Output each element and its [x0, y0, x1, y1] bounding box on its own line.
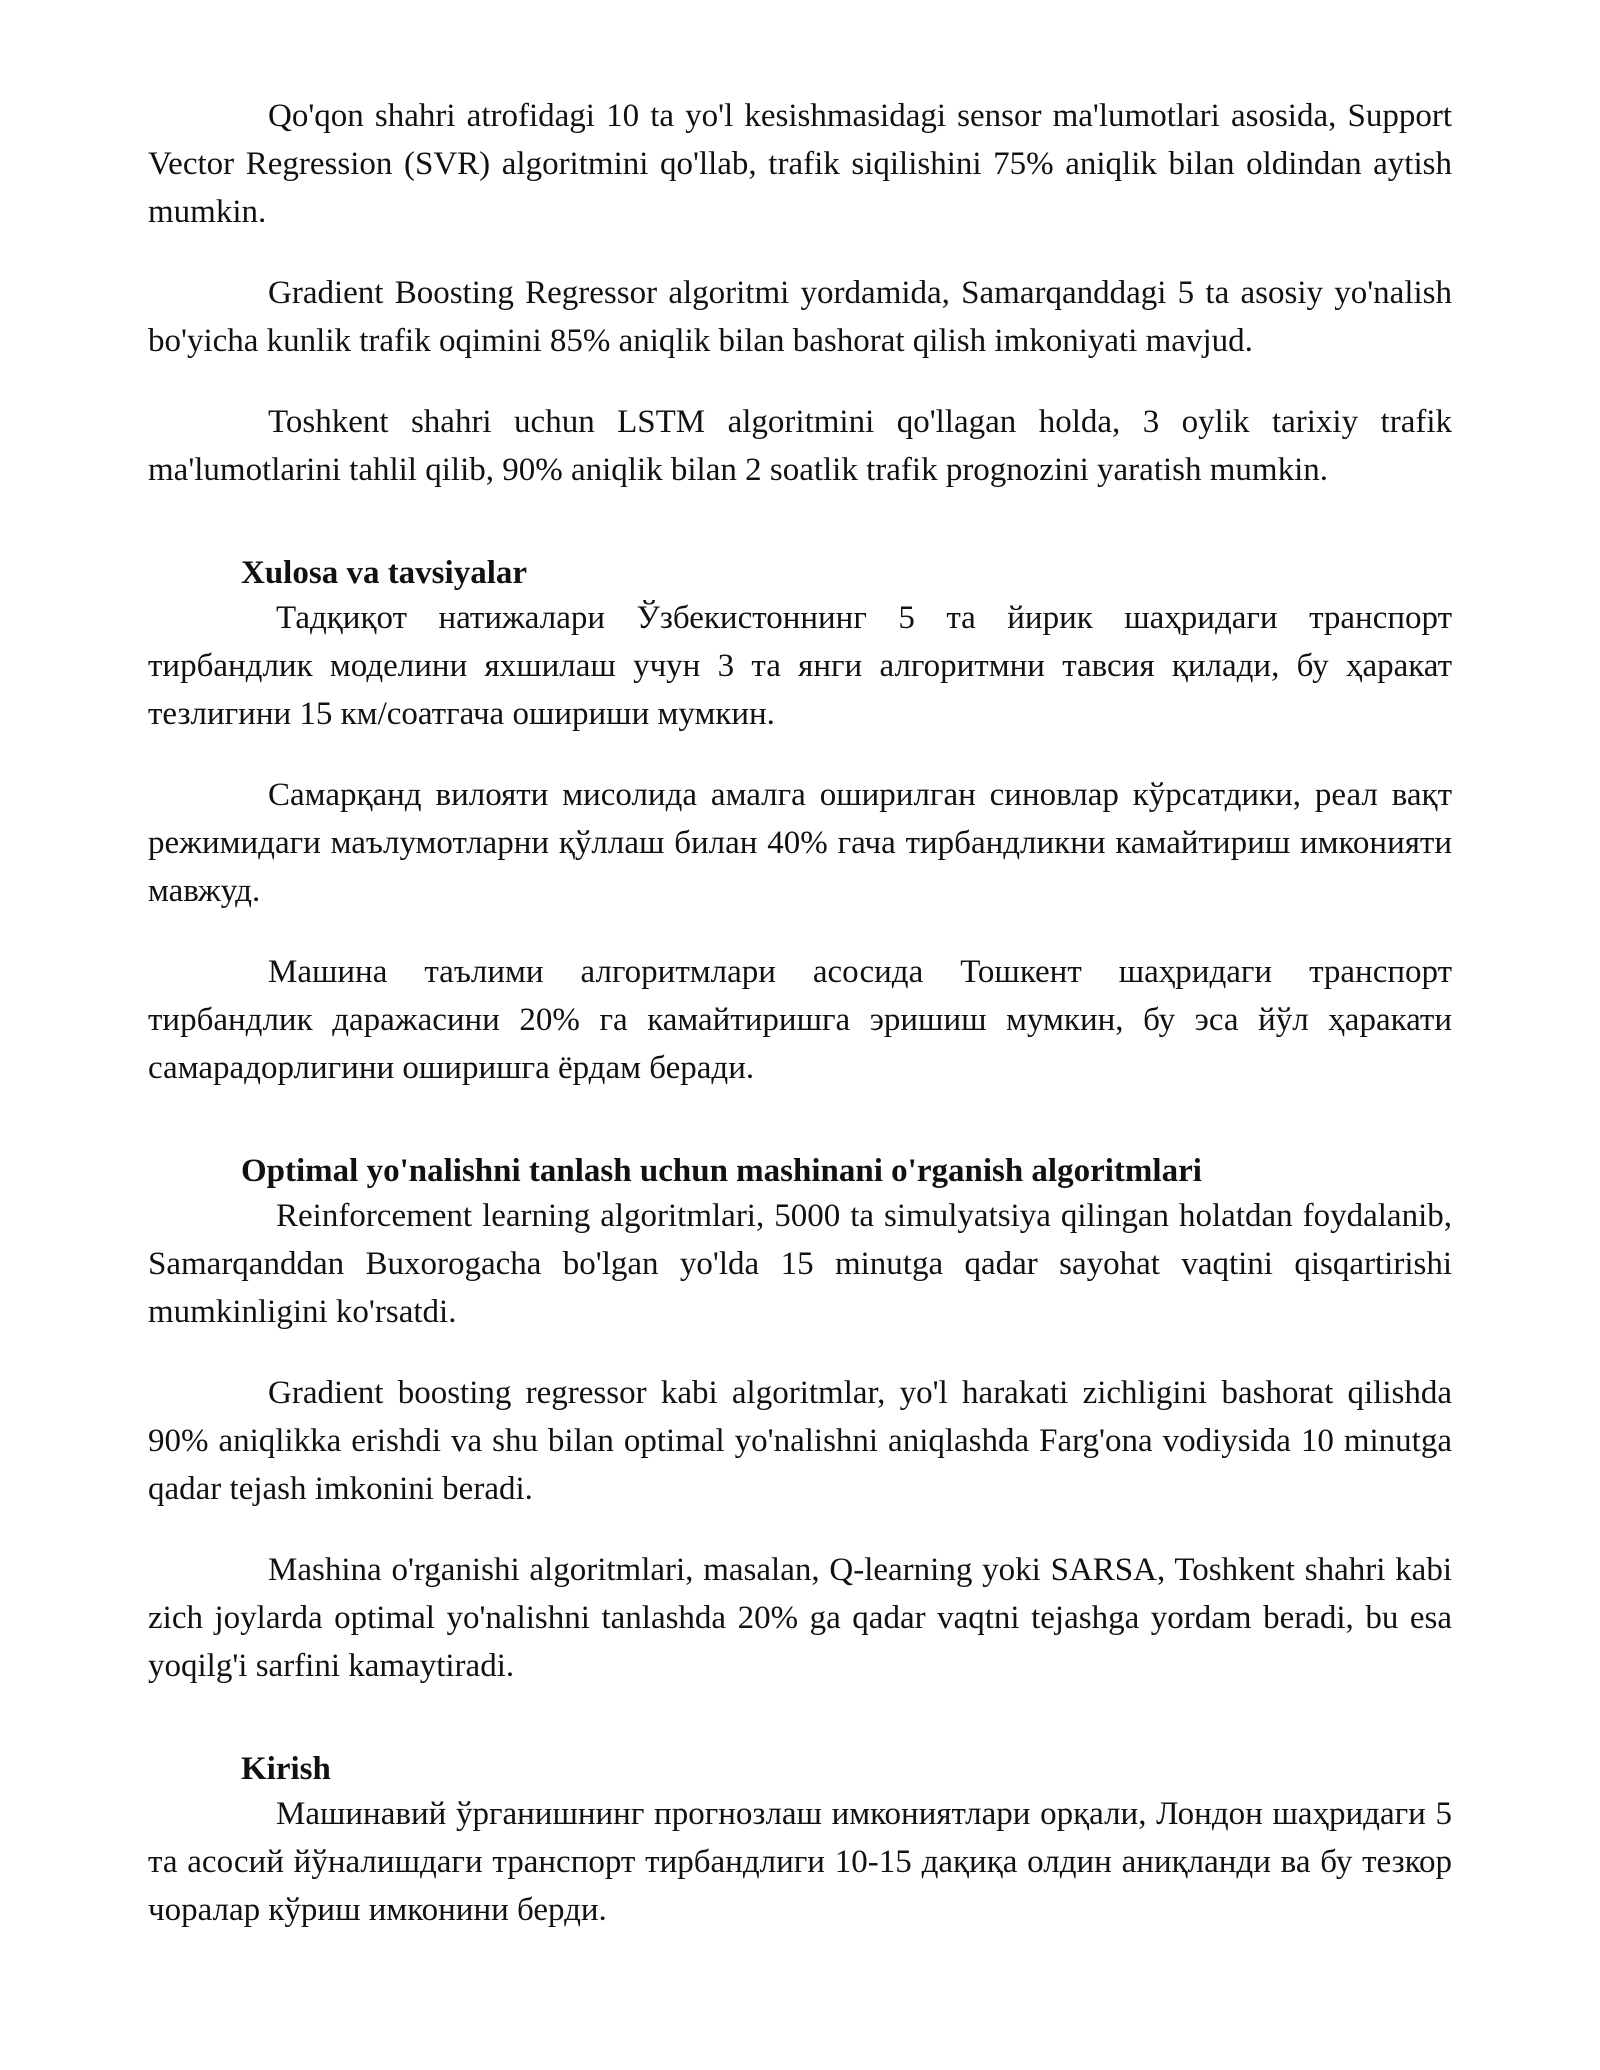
paragraph-conclusions-3: Машина таълими алгоритмлари асосида Тошкент шаҳридаги транспорт тирбандлик даражасини 20% га камайтиришга эришиш мумкин, бу эса йўл ҳаракати самарадорлигини оширишга ёрдам беради. — [148, 954, 1452, 1086]
section-heading-conclusions: Xulosa va tavsiyalar — [241, 555, 528, 591]
paragraph-samarqand-gradient-boosting: Gradient Boosting Regressor algoritmi yordamida, Samarqanddagi 5 ta asosiy yo'nalish bo'yicha kunlik trafik oqimini 85% aniqlik bilan bashorat qilish imkoniyati mavjud. — [148, 275, 1452, 359]
paragraph-conclusions-1: Тадқиқот натижалари Ўзбекистоннинг 5 та йирик шаҳридаги транспорт тирбандлик моделини яхшилаш учун 3 та янги алгоритмни тавсия қилади, бу ҳаракат тезлигини 15 км/соатгача ошириши мумкин. — [148, 600, 1452, 732]
paragraph-optimal-2: Gradient boosting regressor kabi algoritmlar, yo'l harakati zichligini bashorat qilishda 90% aniqlikka erishdi va shu bilan optimal yo'nalishni aniqlashda Farg'ona vodiysida 10 minutga qadar tejash imkonini beradi. — [148, 1375, 1452, 1507]
paragraph-conclusions-2: Самарқанд вилояти мисолида амалга оширилган синовлар кўрсатдики, реал вақт режимидаги маълумотларни қўллаш билан 40% гача тирбандликни камайтириш имконияти мавжуд. — [148, 777, 1452, 909]
section-heading-optimal-route: Optimal yo'nalishni tanlash uchun mashinani o'rganish algoritmlari — [241, 1153, 1202, 1189]
paragraph-toshkent-lstm: Toshkent shahri uchun LSTM algoritmini qo'llagan holda, 3 oylik tarixiy trafik ma'lumotlarini tahlil qilib, 90% aniqlik bilan 2 soatlik trafik prognozini yaratish mumkin. — [148, 404, 1452, 488]
document-page — [148, 92, 1452, 1967]
section-heading-introduction: Kirish — [241, 1751, 331, 1787]
paragraph-introduction-1: Машинавий ўрганишнинг прогнозлаш имкониятлари орқали, Лондон шаҳридаги 5 та асосий йўналишдаги транспорт тирбандлиги 10-15 дақиқа олдин аниқланди ва бу тезкор чоралар кўриш имконини берди. — [148, 1796, 1452, 1928]
paragraph-optimal-3: Mashina o'rganishi algoritmlari, masalan, Q-learning yoki SARSA, Toshkent shahri kabi zich joylarda optimal yo'nalishni tanlashda 20% ga qadar vaqtni tejashga yordam beradi, bu esa yoqilg'i sarfini kamaytiradi. — [148, 1552, 1452, 1684]
paragraph-optimal-1: Reinforcement learning algoritmlari, 5000 ta simulyatsiya qilingan holatdan foydalanib, Samarqanddan Buxorogacha bo'lgan yo'lda 15 minutga qadar sayohat vaqtini qisqartirishi mumkinligini ko'rsatdi. — [148, 1198, 1452, 1330]
paragraph-qoqon-svr: Qo'qon shahri atrofidagi 10 ta yo'l kesishmasidagi sensor ma'lumotlari asosida, Support Vector Regression (SVR) algoritmini qo'llab, trafik siqilishini 75% aniqlik bilan oldindan aytish mumkin. — [148, 98, 1452, 230]
